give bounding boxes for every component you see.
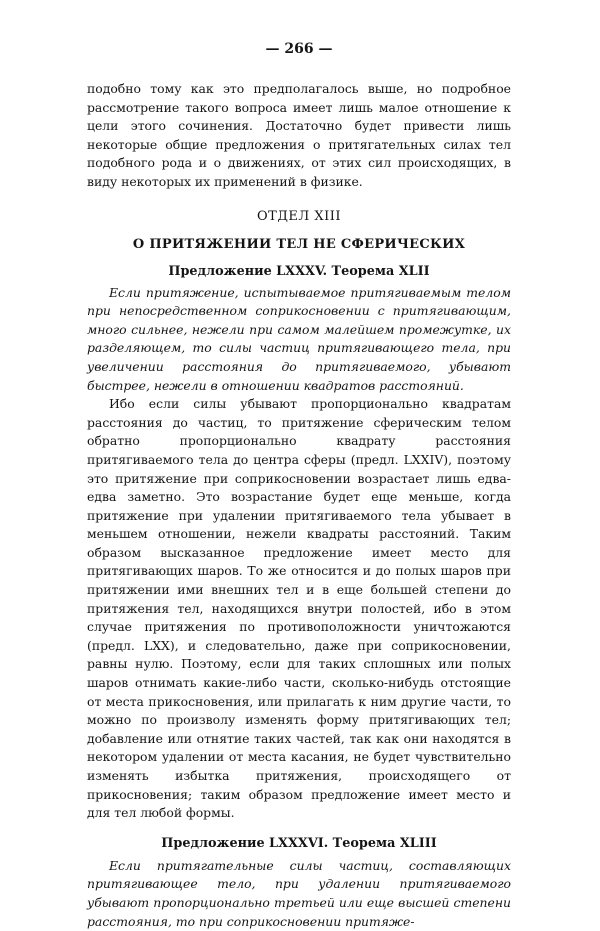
page-number: — 266 — bbox=[265, 41, 333, 57]
proposition-85-title: Предложение LXXXV. Теорема XLII bbox=[168, 263, 430, 279]
proposition-85-proof: Ибо если силы убывают пропорционально квадратам расстояния до частиц, то притяжение сферическим телом обратно пропорционально квадрату расстояния притягиваемого тела до центра сферы (предл. LXXIV), поэтому это притяжение при соприкосновении возрастает лишь едва-едва заметно. Это возрастание будет еще меньше, когда притяжение при удалении притягиваемого тела убывает в меньшем отношении, нежели квадраты расстояний. Таким образом высказанное предложение имеет место для притягивающих шаров. То же относится и до полых шаров при притяжении ими внешних тел и в еще большей степени до притяжения тел, находящихся внутри полостей, ибо в этом случае притяжения по противоположности уничтожаются (предл. LXX), и следовательно, даже при соприкосновении, равны нулю. Поэтому, если для таких сплошных или полых шаров отнимать какие-либо части, сколько-нибудь отстоящие от места прикосновения, или прилагать к ним другие части, то можно по произволу изменять форму притягивающих тел; добавление или отнятие таких частей, так как они находятся в некотором удалении от места касания, не будет чувствительно изменять избытка притяжения, происходящего от прикосновения; таким образом предложение имеет место и для тел любой формы. bbox=[87, 396, 511, 821]
proposition-86-statement: Если притягательные силы частиц, составляющих притягивающее тело, при удалении притягиваемого убывают пропорционально третьей или еще высшей степени расстояния, то при соприкосновении притяже- bbox=[87, 857, 511, 929]
book-page bbox=[87, 40, 511, 931]
chapter-heading: О ПРИТЯЖЕНИИ ТЕЛ НЕ СФЕРИЧЕСКИХ bbox=[132, 236, 466, 252]
intro-paragraph: подобно тому как это предполагалось выше, но подробное рассмотрение такого вопроса имеет лишь малое отношение к цели этого сочинения. Достаточно будет привести лишь некоторые общие предложения о притягательных силах тел подобного рода и о движениях, от этих сил происходящих, в виду некоторых их применений в физике. bbox=[87, 81, 511, 189]
proposition-86-title: Предложение LXXXVI. Теорема XLIII bbox=[161, 835, 437, 851]
section-heading: ОТДЕЛ XIII bbox=[256, 208, 342, 224]
proposition-85-statement: Если притяжение, испытываемое притягиваемым телом при непосредственном соприкосновении с притягивающим, много сильнее, нежели при самом малейшем промежутке, их разделяющем, то силы частиц притягивающего тела, при увеличении расстояния до притягиваемого, убывают быстрее, нежели в отношении квадратов расстояний. bbox=[87, 284, 511, 393]
